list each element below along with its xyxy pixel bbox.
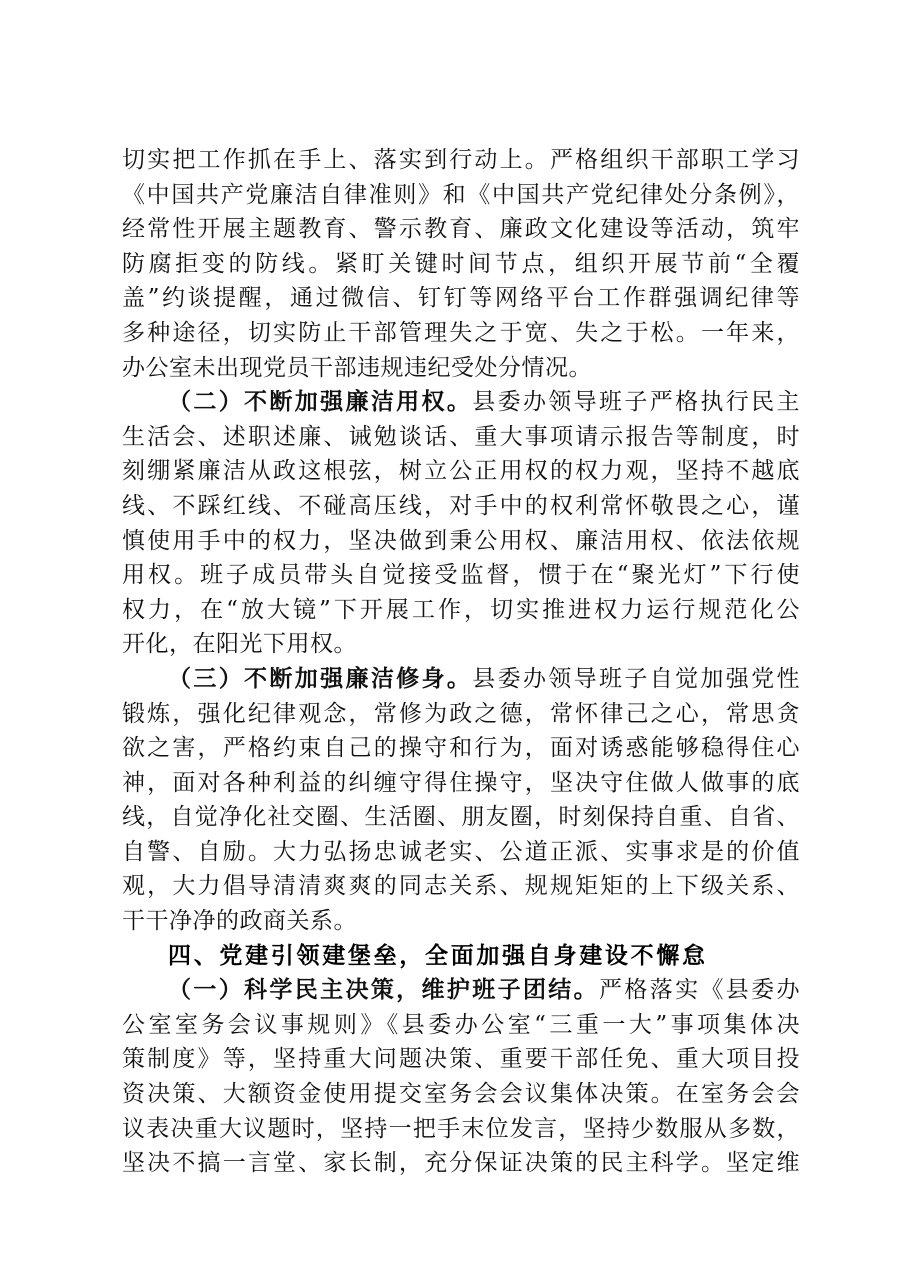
paragraph-first-line bbox=[122, 973, 800, 1008]
text-line: 生活会、述职述廉、诫勉谈话、重大事项请示报告等制度，时 bbox=[122, 423, 800, 450]
text-line: 策制度》等，坚持重大问题决策、重要干部任免、重大项目投 bbox=[122, 1046, 800, 1073]
text-line: 欲之害，严格约束自己的操守和行为，面对诱惑能够稳得住心 bbox=[122, 735, 800, 762]
paragraph-lead-title: （一）科学民主决策，维护班子团结。 bbox=[168, 976, 600, 1004]
text-line: 刻绷紧廉洁从政这根弦，树立公正用权的权力观，坚持不越底 bbox=[122, 458, 800, 485]
text-line: 切实把工作抓在手上、落实到行动上。严格组织干部职工学习 bbox=[122, 147, 800, 173]
paragraph bbox=[122, 385, 800, 662]
text-line-rest: 严格落实《县委办 bbox=[599, 977, 800, 1004]
text-line: 锻炼，强化纪律观念，常修为政之德，常怀律己之心，常思贪 bbox=[122, 700, 800, 727]
section-heading: 四、党建引领建堡垒，全面加强自身建设不懈怠 bbox=[168, 942, 708, 969]
text-line: 经常性开展主题教育、警示教育、廉政文化建设等活动，筑牢 bbox=[122, 216, 800, 243]
text-line-rest: 县委办领导班子自觉加强党性 bbox=[472, 665, 800, 692]
text-line: 权力，在“放大镜”下开展工作，切实推进权力运行规范化公 bbox=[122, 596, 800, 623]
paragraph-lead-title: （三）不断加强廉洁修身。 bbox=[168, 664, 473, 692]
text-line: 办公室未出现党员干部违规违纪受处分情况。 bbox=[122, 354, 592, 381]
text-line: 用权。班子成员带头自觉接受监督，惯于在“聚光灯”下行使 bbox=[122, 562, 800, 589]
paragraph bbox=[122, 662, 800, 939]
text-line: 观，大力倡导清清爽爽的同志关系、规规矩矩的上下级关系、 bbox=[122, 873, 800, 900]
paragraph-first-line bbox=[122, 662, 800, 697]
text-line: 《中国共产党廉洁自律准则》和《中国共产党纪律处分条例》， bbox=[122, 181, 800, 208]
text-line: 坚决不搞一言堂、家长制，充分保证决策的民主科学。坚定维 bbox=[122, 1150, 800, 1177]
text-line: 资决策、大额资金使用提交室务会会议集体决策。在室务会会 bbox=[122, 1081, 800, 1108]
text-line: 线、不踩红线、不碰高压线，对手中的权利常怀敬畏之心，谨 bbox=[122, 492, 800, 519]
paragraph-lead-title: （二）不断加强廉洁用权。 bbox=[168, 388, 473, 416]
text-line: 开化，在阳光下用权。 bbox=[122, 631, 357, 658]
text-line: 慎使用手中的权力，坚决做到秉公用权、廉洁用权、依法依规 bbox=[122, 527, 800, 554]
text-line: 干干净净的政商关系。 bbox=[122, 908, 357, 935]
text-line: 防腐拒变的防线。紧盯关键时间节点，组织开展节前“全覆 bbox=[122, 250, 800, 277]
text-line-rest: 县委办领导班子严格执行民主 bbox=[472, 389, 800, 416]
document-body bbox=[122, 143, 800, 1181]
text-line: 盖”约谈提醒，通过微信、钉钉等网络平台工作群强调纪律等 bbox=[122, 285, 800, 312]
text-line: 线，自觉净化社交圈、生活圈、朋友圈，时刻保持自重、自省、 bbox=[122, 804, 800, 831]
paragraph-first-line bbox=[122, 385, 800, 420]
text-line: 神，面对各种利益的纠缠守得住操守，坚决守住做人做事的底 bbox=[122, 769, 800, 796]
text-line: 公室室务会议事规则》《县委办公室“三重一大”事项集体决 bbox=[122, 1011, 800, 1038]
paragraph bbox=[122, 143, 800, 385]
text-line: 自警、自励。大力弘扬忠诚老实、公道正派、实事求是的价值 bbox=[122, 838, 800, 865]
paragraph bbox=[122, 973, 800, 1181]
text-line: 多种途径，切实防止干部管理失之于宽、失之于松。一年来， bbox=[122, 319, 800, 346]
text-line: 议表决重大议题时，坚持一把手末位发言，坚持少数服从多数， bbox=[122, 1115, 800, 1142]
